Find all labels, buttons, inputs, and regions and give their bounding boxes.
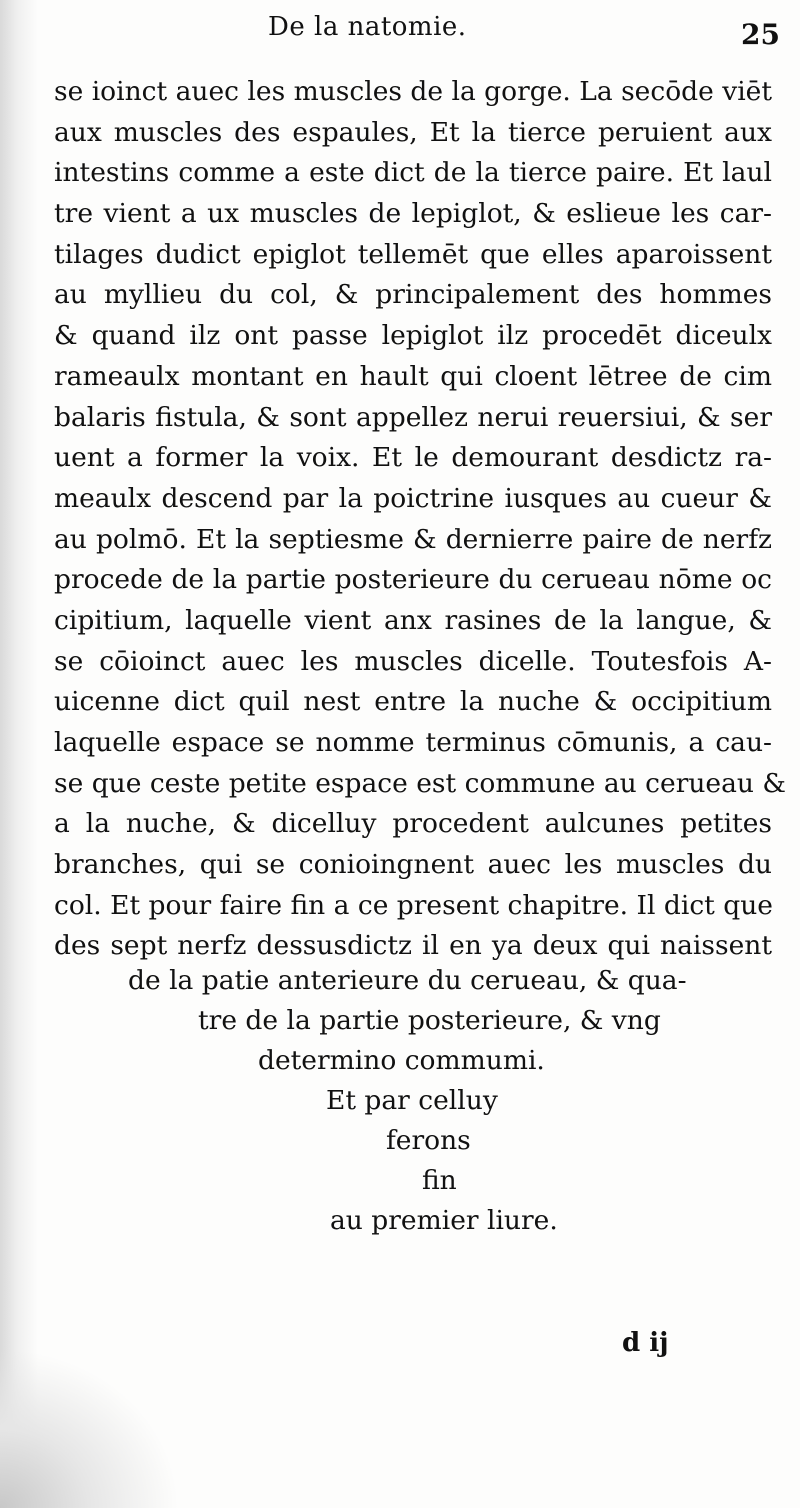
main-text-block (54, 72, 786, 967)
text-line: se que ceste petite espace est commune au cerueau & (54, 767, 786, 799)
page-number: 25 (741, 18, 780, 51)
page-corner-shadow (0, 1348, 180, 1508)
text-line: cipitium, laquelle vient anx rasines de la langue, & (54, 604, 772, 636)
text-line: & quand ilz ont passe lepiglot ilz procedēt diceulx (54, 320, 772, 352)
text-line: intestins comme a este dict de la tierce paire. Et laul (54, 157, 772, 189)
text-line: laquelle espace se nomme terminus cōmunis, a cau- (54, 727, 772, 758)
text-line: col. Et pour faire fin a ce present chapitre. Il dict que (54, 889, 773, 921)
text-line: aux muscles des espaules, Et la tierce peruient aux (54, 116, 772, 148)
colophon-line: Et par celluy (326, 1085, 498, 1116)
text-line: balaris fistula, & sont appellez nerui reuersiui, & ser (54, 401, 772, 433)
text-line: se ioinct auec les muscles de la gorge. La secōde viēt (54, 76, 772, 107)
text-line: des sept nerfz dessusdictz il en ya deux qui naissent (54, 930, 772, 962)
running-head: De la natomie. (268, 12, 467, 42)
colophon-line: au premier liure. (330, 1205, 558, 1236)
text-line: se cōioinct auec les muscles dicelle. Toutesfois A- (54, 645, 772, 677)
text-line: branches, qui se conioingnent auec les muscles du (54, 849, 772, 881)
text-line: procede de la partie posterieure du cerueau nōme oc (54, 564, 772, 596)
text-line: meaulx descend par la poictrine iusques au cueur & (54, 482, 772, 514)
colophon-line: determino commumi. (258, 1045, 545, 1076)
colophon-line: fin (422, 1165, 457, 1196)
text-line: au myllieu du col, & principalement des hommes (54, 279, 772, 311)
text-line: uicenne dict quil nest entre la nuche & occipitium (54, 686, 772, 718)
text-line: rameaulx montant en hault qui cloent lētree de cim (54, 360, 772, 392)
text-line: tilages dudict epiglot tellemēt que elles aparoissent (54, 238, 772, 270)
colophon-line: ferons (386, 1125, 471, 1156)
text-line: au polmō. Et la septiesme & dernierre paire de nerfz (54, 523, 772, 555)
text-line: uent a former la voix. Et le demourant desdictz ra- (54, 442, 772, 474)
text-line: a la nuche, & dicelluy procedent aulcunes petites (54, 808, 772, 840)
colophon-line: de la patie anterieure du cerueau, & qua- (128, 965, 687, 996)
text-line: tre vient a ux muscles de lepiglot, & eslieue les car- (54, 198, 772, 230)
signature-mark: d ij (622, 1328, 669, 1358)
colophon-line: tre de la partie posterieure, & vng (198, 1005, 661, 1036)
page-edge-shadow (0, 0, 38, 1508)
